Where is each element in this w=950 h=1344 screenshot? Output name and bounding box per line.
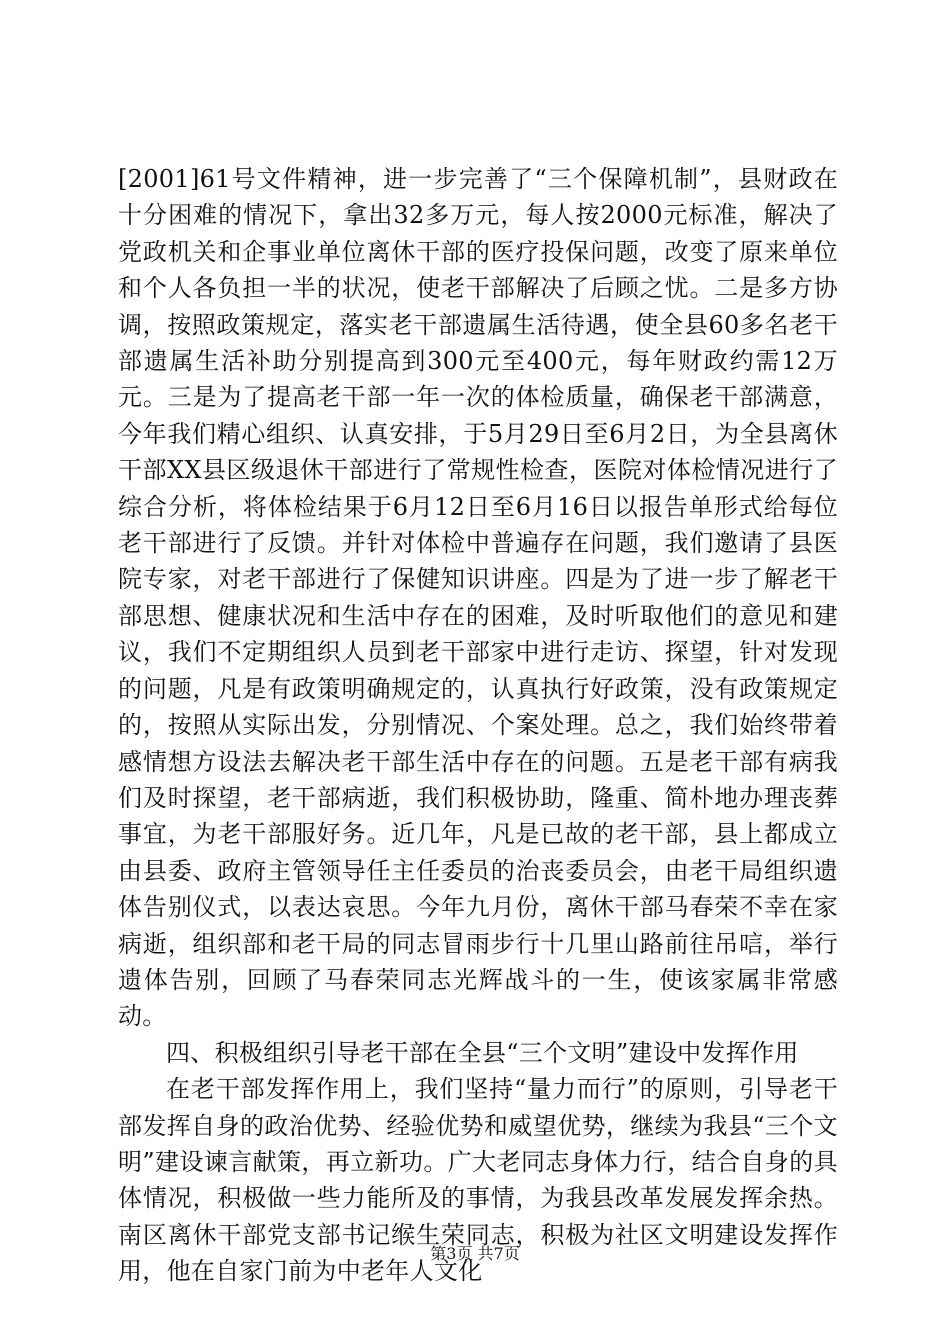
document-body xyxy=(118,161,838,1290)
section-heading: 四、积极组织引导老干部在全县“三个文明”建设中发挥作用 xyxy=(166,1038,799,1067)
page-number-indicator: 第3页 共7页 xyxy=(430,1244,520,1263)
paragraph-continuation: [2001]61号文件精神，进一步完善了“三个保障机制”，县财政在十分困难的情况下，拿出32多万元，每人按2000元标准，解决了党政机关和企事业单位离休干部的医疗投保问题，改变了原来单位和个人各负担一半的状况，使老干部解决了后顾之忧。二是多方协调，按照政策规定，落实老干部遗属生活待遇，使全县60多名老干部遗属生活补助分别提高到300元至400元，每年财政约需12万元。三是为了提高老干部一年一次的体检质量，确保老干部满意，今年我们精心组织、认真安排，于5月29日至6月2日，为全县离休干部XX县区级退休干部进行了常规性检查，医院对体检情况进行了综合分析，将体检结果于6月12日至6月16日以报告单形式给每位老干部进行了反馈。并针对体检中普遍存在问题，我们邀请了县医院专家，对老干部进行了保健知识讲座。四是为了进一步了解老干部思想、健康状况和生活中存在的困难，及时听取他们的意见和建议，我们不定期组织人员到老干部家中进行走访、探望，针对发现的问题，凡是有政策明确规定的，认真执行好政策，没有政策规定的，按照从实际出发，分别情况、个案处理。总之，我们始终带着感情想方设法去解决老干部生活中存在的问题。五是老干部有病我们及时探望，老干部病逝，我们积极协助，隆重、简朴地办理丧葬事宜，为老干部服好务。近几年，凡是已故的老干部，县上都成立由县委、政府主管领导任主任委员的治丧委员会，由老干局组织遗体告别仪式，以表达哀思。今年九月份，离休干部马春荣不幸在家病逝，组织部和老干局的同志冒雨步行十几里山路前往吊唁，举行遗体告别，回顾了马春荣同志光辉战斗的一生，使该家属非常感动。 xyxy=(118,165,838,1031)
page-footer xyxy=(0,1244,950,1264)
paragraph: 在老干部发挥作用上，我们坚持“量力而行”的原则，引导老干部发挥自身的政治优势、经验优势和威望优势，继续为我县“三个文明”建设谏言献策，再立新功。广大老同志身体力行，结合自身的具体情况，积极做一些力能所及的事情，为我县改革发展发挥余热。南区离休干部党支部书记缑生荣同志，积极为社区文明建设发挥作用，他在自家门前为中老年人文化 xyxy=(118,1075,838,1286)
